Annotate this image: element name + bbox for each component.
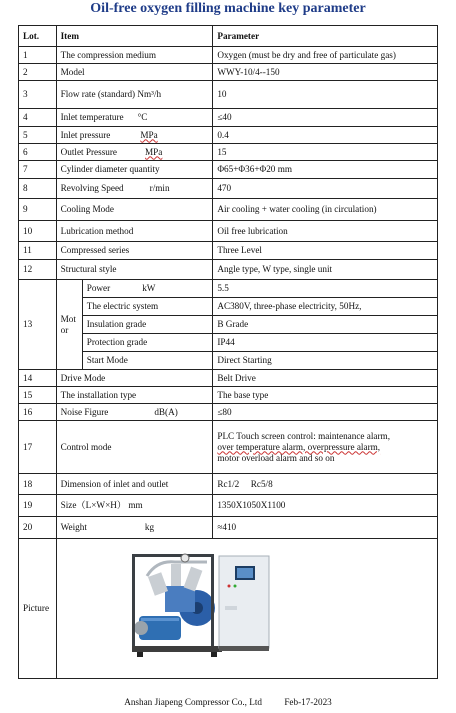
row-parameter: 15	[213, 144, 438, 161]
row-parameter: IP44	[213, 334, 438, 352]
row-lot: 8	[19, 179, 57, 199]
table-row	[19, 334, 438, 352]
table-header-row	[19, 26, 438, 47]
row-item: Flow rate (standard) Nm³/h	[56, 81, 213, 109]
table-row	[19, 47, 438, 64]
header-parameter: Parameter	[213, 26, 438, 47]
row-item: Cylinder diameter quantity	[56, 161, 213, 179]
row-lot: 13	[19, 280, 57, 370]
row-parameter: Oil free lubrication	[213, 221, 438, 242]
document-title: Oil-free oxygen filling machine key parameter	[90, 1, 366, 16]
row-item: Compressed series	[56, 242, 213, 260]
row-item: Size（L×W×H） mm	[56, 495, 213, 517]
row-item: Inlet temperature °C	[56, 109, 213, 127]
row-item: Insulation grade	[82, 316, 213, 334]
row-parameter: Direct Starting	[213, 352, 438, 370]
row-parameter: ≈410	[213, 517, 438, 539]
row-parameter: Angle type, W type, single unit	[213, 260, 438, 280]
table-row	[19, 144, 438, 161]
row-lot: 4	[19, 109, 57, 127]
row-parameter: Belt Drive	[213, 370, 438, 387]
row-lot: 18	[19, 474, 57, 495]
row-unit: kW	[142, 283, 156, 293]
row-unit: dB(A)	[154, 406, 178, 417]
table-row	[19, 109, 438, 127]
table-row	[19, 179, 438, 199]
row-item: Revolving Speed r/min	[56, 179, 213, 199]
row-item: Weight kg	[56, 517, 213, 539]
row-unit: MPa	[140, 129, 158, 140]
row-unit: °C	[137, 112, 148, 122]
row-lot: 7	[19, 161, 57, 179]
table-row	[19, 298, 438, 316]
row-lot: 2	[19, 64, 57, 81]
row-lot: 1	[19, 47, 57, 64]
table-row	[19, 495, 438, 517]
row-item: Noise Figure dB(A)	[56, 404, 213, 421]
row-item: The electric system	[82, 298, 213, 316]
row-item: Control mode	[56, 421, 213, 474]
table-row	[19, 517, 438, 539]
row-lot: 19	[19, 495, 57, 517]
row-lot: 20	[19, 517, 57, 539]
compressor-machine-image	[127, 546, 277, 666]
row-parameter: B Grade	[213, 316, 438, 334]
row-unit: MPa	[145, 146, 163, 157]
row-parameter: Rc1/2 Rc5/8	[213, 474, 438, 495]
table-row	[19, 127, 438, 144]
table-row	[19, 421, 438, 474]
row-item: Cooling Mode	[56, 199, 213, 221]
row-parameter: 0.4	[213, 127, 438, 144]
row-parameter: Oxygen (must be dry and free of particulate gas)	[213, 47, 438, 64]
table-row	[19, 370, 438, 387]
footer-company: Anshan Jiapeng Compressor Co., Ltd	[124, 697, 263, 707]
table-row	[19, 81, 438, 109]
row-lot: 11	[19, 242, 57, 260]
row-lot: 12	[19, 260, 57, 280]
picture-row	[19, 539, 438, 679]
row-item: Dimension of inlet and outlet	[56, 474, 213, 495]
table-row	[19, 221, 438, 242]
row-item: Lubrication method	[56, 221, 213, 242]
row-item: The compression medium	[56, 47, 213, 64]
row-lot: 10	[19, 221, 57, 242]
row-lot: 16	[19, 404, 57, 421]
row-parameter: ≤80	[213, 404, 438, 421]
row-item: Structural style	[56, 260, 213, 280]
row-unit: r/min	[149, 183, 170, 193]
picture-cell	[56, 539, 437, 679]
row-parameter: Φ65+Φ36+Φ20 mm	[213, 161, 438, 179]
motor-label: Mot or	[56, 280, 82, 370]
table-row	[19, 161, 438, 179]
parameter-table	[18, 25, 438, 679]
row-parameter: The base type	[213, 387, 438, 404]
document-footer	[0, 697, 456, 707]
row-parameter: Three Level	[213, 242, 438, 260]
table-row	[19, 280, 438, 298]
row-lot: 5	[19, 127, 57, 144]
row-item: Start Mode	[82, 352, 213, 370]
table-row	[19, 316, 438, 334]
row-parameter: AC380V, three-phase electricity, 50Hz,	[213, 298, 438, 316]
table-row	[19, 404, 438, 421]
row-parameter: 10	[213, 81, 438, 109]
row-item: Protection grade	[82, 334, 213, 352]
row-item: Drive Mode	[56, 370, 213, 387]
row-lot: 3	[19, 81, 57, 109]
row-parameter: PLC Touch screen control: maintenance alarm, over temperature alarm, overpressure alarm, motor overload alarm and so on	[213, 421, 438, 474]
row-lot: 9	[19, 199, 57, 221]
row-parameter: WWY-10/4--150	[213, 64, 438, 81]
row-item: The installation type	[56, 387, 213, 404]
picture-label: Picture	[19, 539, 57, 679]
table-row	[19, 64, 438, 81]
row-parameter: Air cooling + water cooling (in circulation)	[213, 199, 438, 221]
footer-date: Feb-17-2023	[284, 697, 332, 707]
row-parameter: ≤40	[213, 109, 438, 127]
table-row	[19, 260, 438, 280]
row-parameter: 1350X1050X1100	[213, 495, 438, 517]
row-item: Model	[56, 64, 213, 81]
table-row	[19, 474, 438, 495]
table-row	[19, 352, 438, 370]
row-unit: kg	[144, 522, 155, 532]
table-row	[19, 387, 438, 404]
row-lot: 6	[19, 144, 57, 161]
row-item: Outlet Pressure MPa	[56, 144, 213, 161]
row-parameter: 5.5	[213, 280, 438, 298]
table-row	[19, 242, 438, 260]
row-parameter: 470	[213, 179, 438, 199]
header-lot: Lot.	[19, 26, 57, 47]
table-row	[19, 199, 438, 221]
row-item: Inlet pressure MPa	[56, 127, 213, 144]
row-item: Power kW	[82, 280, 213, 298]
row-lot: 14	[19, 370, 57, 387]
row-lot: 17	[19, 421, 57, 474]
header-item: Item	[56, 26, 213, 47]
row-lot: 15	[19, 387, 57, 404]
